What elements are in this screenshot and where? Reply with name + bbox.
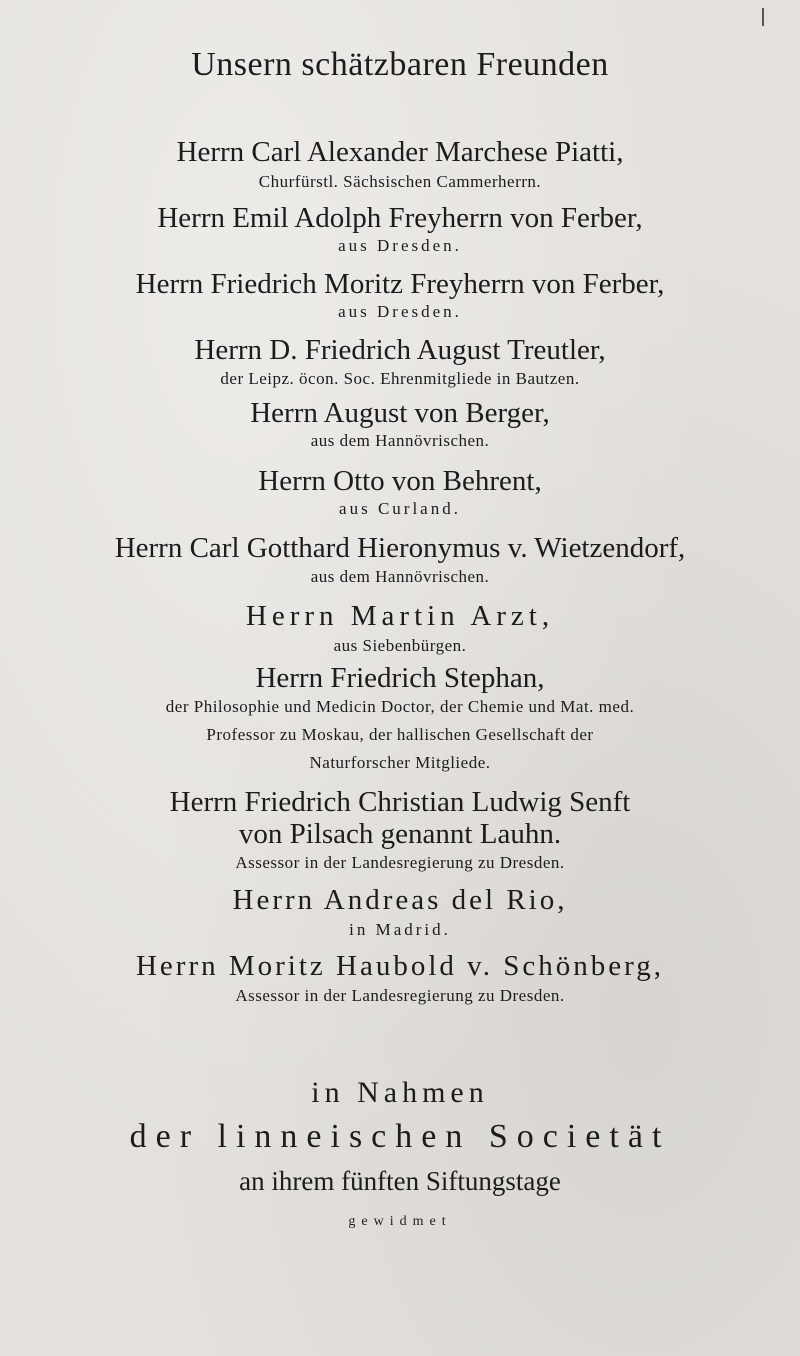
entry-9-sub-1: der Philosophie und Medicin Doctor, der Chemie und Mat. med. [165,697,635,716]
entry-11-sub: in Madrid. [349,920,451,939]
entry-4-sub: der Leipz. öcon. Soc. Ehrenmitgliede in Bautzen. [220,369,580,388]
entry-12-sub: Assessor in der Landesregierung zu Dresden. [235,986,565,1005]
footer-in-nahmen: in Nahmen [311,1076,489,1109]
entry-12-name: Herrn Moritz Haubold v. Schönberg, [135,950,665,982]
entry-9-sub-3: Naturforscher Mitgliede. [309,753,491,772]
entry-10-name-2: von Pilsach genannt Lauhn. [238,818,562,850]
entry-2-name: Herrn Emil Adolph Freyherrn von Ferber, [157,202,643,234]
footer-gewidmet: gewidmet [348,1214,452,1229]
entry-1-sub: Churfürstl. Sächsischen Cammerherrn. [258,172,542,191]
entry-4-name: Herrn D. Friedrich August Treutler, [194,334,606,366]
entry-3-sub: aus Dresden. [338,302,462,321]
entry-10-sub: Assessor in der Landesregierung zu Dresden. [235,853,565,872]
entry-7-sub: aus dem Hannövrischen. [310,567,490,586]
entry-1-name: Herrn Carl Alexander Marchese Piatti, [176,136,624,168]
entry-5-sub: aus dem Hannövrischen. [310,431,490,450]
footer-anniversary: an ihrem fünften Siftungstage [239,1166,561,1196]
entry-10-name: Herrn Friedrich Christian Ludwig Senft [169,786,631,818]
entry-6-sub: aus Curland. [339,499,461,518]
entry-7-name: Herrn Carl Gotthard Hieronymus v. Wietzendorf, [114,532,686,564]
page-edge-mark [762,8,764,26]
footer-society-name: der linneischen Societät [129,1118,671,1155]
entry-11-name: Herrn Andreas del Rio, [232,884,568,916]
entry-8-name: Herrn Martin Arzt, [245,600,555,632]
entry-5-name: Herrn August von Berger, [250,397,550,429]
entry-6-name: Herrn Otto von Behrent, [258,465,542,497]
entry-8-sub: aus Siebenbürgen. [333,636,467,655]
entry-2-sub: aus Dresden. [338,236,462,255]
entry-3-name: Herrn Friedrich Moritz Freyherrn von Ferber, [135,268,665,300]
entry-9-name: Herrn Friedrich Stephan, [255,662,545,694]
dedication-title: Unsern schätzbaren Freunden [191,46,609,83]
entry-9-sub-2: Professor zu Moskau, der hallischen Gesellschaft der [206,725,594,744]
